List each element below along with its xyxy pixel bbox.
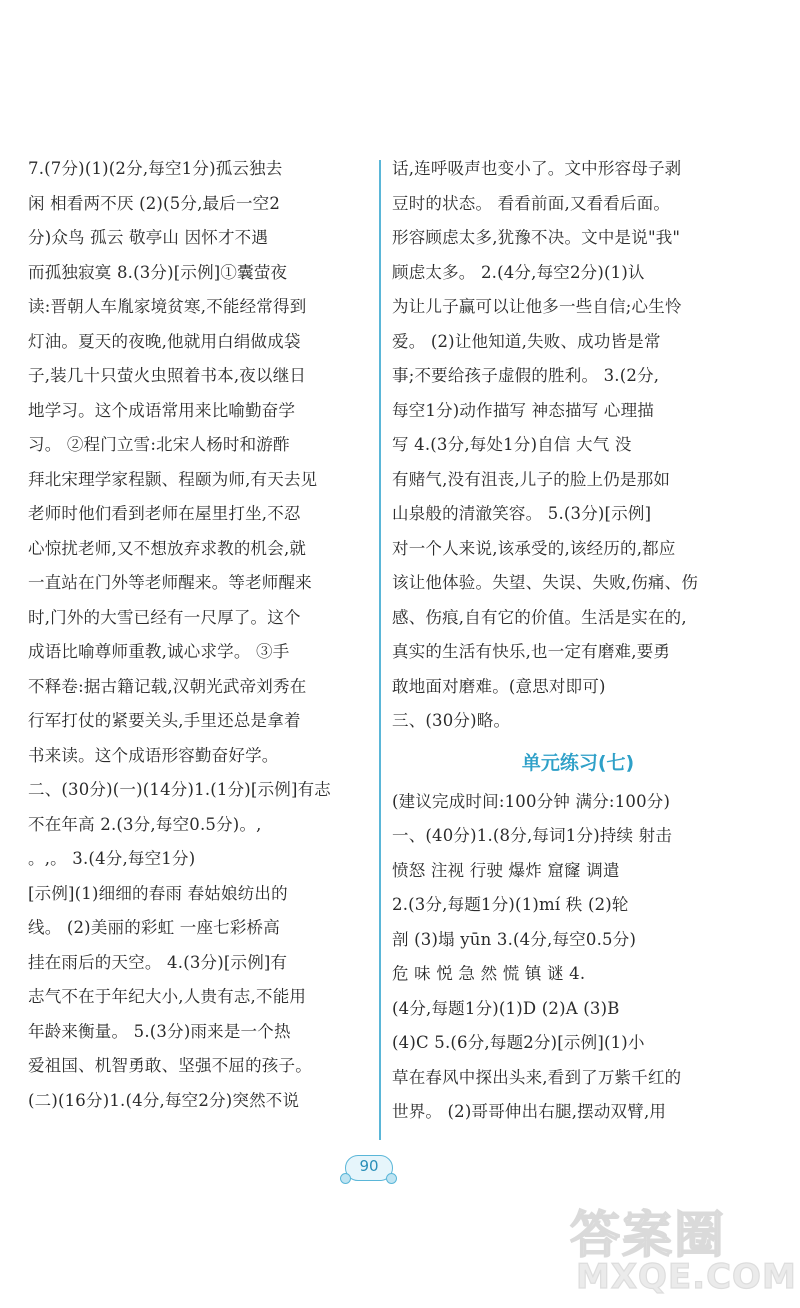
watermark-chinese: 答案圈 <box>570 1206 726 1264</box>
text-line: 成语比喻尊师重教,诚心求学。 ③手 <box>28 642 290 661</box>
text-line: 时,门外的大雪已经有一尺厚了。这个 <box>28 607 301 627</box>
left-column <box>28 152 368 1118</box>
text-line: 行军打仗的紧要关头,手里还总是拿着 <box>28 711 301 730</box>
text-line: 形容顾虑太多,犹豫不决。文中是说"我" <box>392 228 681 247</box>
text-line: 一、(40分)1.(8分,每词1分)持续 射击 <box>392 826 673 845</box>
text-line: 豆时的状态。 看看前面,又看看后面。 <box>392 193 671 213</box>
text-line: 爱祖国、机智勇敢、坚强不屈的孩子。 <box>28 1056 312 1075</box>
text-line: 灯油。夏天的夜晚,他就用白绢做成袋 <box>28 331 301 351</box>
text-line: 习。 ②程门立雪:北宋人杨时和游酢 <box>28 435 290 454</box>
text-line: (二)(16分)1.(4分,每空2分)突然不说 <box>28 1090 300 1110</box>
text-line: 山泉般的清澈笑容。 5.(3分)[示例] <box>392 504 652 523</box>
watermark-logo <box>570 1195 795 1300</box>
text-line: 对一个人来说,该承受的,该经历的,都应 <box>392 538 676 558</box>
text-line: 有赌气,没有沮丧,儿子的脸上仍是那如 <box>392 469 671 489</box>
text-line: [示例](1)细细的春雨 春姑娘纺出的 <box>28 883 288 903</box>
watermark-domain: MXQE.COM <box>576 1257 797 1297</box>
text-line: (4分,每题1分)(1)D (2)A (3)B <box>392 998 620 1018</box>
text-line: 敢地面对磨难。(意思对即可) <box>392 676 606 696</box>
text-line: 爱。 (2)让他知道,失败、成功皆是常 <box>392 331 661 351</box>
text-line: 志气不在于年纪大小,人贵有志,不能用 <box>28 987 307 1006</box>
text-line: 写 4.(3分,每处1分)自信 大气 没 <box>392 435 632 454</box>
section-title: 单元练习(七) <box>521 751 635 774</box>
page-number: 90 <box>359 1157 379 1175</box>
text-line: 拜北宋理学家程颢、程颐为师,有天去见 <box>28 469 318 489</box>
text-line: 不在年高 2.(3分,每空0.5分)。, <box>28 814 262 834</box>
text-line: 愤怒 注视 行驶 爆炸 窟窿 调遣 <box>392 860 620 880</box>
text-line: 子,装几十只萤火虫照着书本,夜以继日 <box>28 366 307 385</box>
text-line: 真实的生活有快乐,也一定有磨难,要勇 <box>392 642 671 661</box>
right-column <box>392 152 764 1130</box>
text-line: 为让儿子赢可以让他多一些自信;心生怜 <box>392 297 682 316</box>
text-line: 一直站在门外等老师醒来。等老师醒来 <box>28 573 312 592</box>
text-line: 危 味 悦 急 然 慌 镇 谜 4. <box>392 964 586 983</box>
text-line: (4)C 5.(6分,每题2分)[示例](1)小 <box>392 1033 645 1052</box>
text-line: 草在春风中探出头来,看到了万紫千红的 <box>392 1067 682 1087</box>
text-line: 书来读。这个成语形容勤奋好学。 <box>28 745 279 765</box>
text-line: 线。 (2)美丽的彩虹 一座七彩桥高 <box>28 918 280 937</box>
text-line: 三、(30分)略。 <box>392 711 511 730</box>
page-number-badge <box>340 1155 398 1187</box>
text-line: 地学习。这个成语常用来比喻勤奋学 <box>28 400 296 420</box>
text-line: 剖 (3)塌 yūn 3.(4分,每空0.5分) <box>392 929 637 949</box>
text-line: 二、(30分)(一)(14分)1.(1分)[示例]有志 <box>28 780 332 799</box>
text-line: 心惊扰老师,又不想放弃求教的机会,就 <box>28 538 307 558</box>
text-line: 2.(3分,每题1分)(1)mí 秩 (2)轮 <box>392 895 629 914</box>
text-line: 挂在雨后的天空。 4.(3分)[示例]有 <box>28 952 288 972</box>
text-line: 世界。 (2)哥哥伸出右腿,摆动双臂,用 <box>392 1102 667 1121</box>
text-line: 每空1分)动作描写 神态描写 心理描 <box>392 400 655 420</box>
text-line: 话,连呼吸声也变小了。文中形容母子剥 <box>392 159 682 178</box>
text-line: 不释卷:据古籍记载,汉朝光武帝刘秀在 <box>28 676 307 696</box>
text-line: 老师时他们看到老师在屋里打坐,不忍 <box>28 504 301 523</box>
text-line: 闲 相看两不厌 (2)(5分,最后一空2 <box>28 193 281 213</box>
text-line: 分)众鸟 孤云 敬亭山 因怀才不遇 <box>28 228 269 247</box>
text-line: 顾虑太多。 2.(4分,每空2分)(1)认 <box>392 262 645 282</box>
text-line: 年龄来衡量。 5.(3分)雨来是一个热 <box>28 1021 291 1041</box>
text-line: 而孤独寂寞 8.(3分)[示例]①囊萤夜 <box>28 262 288 282</box>
text-line: 感、伤痕,自有它的价值。生活是实在的, <box>392 607 687 627</box>
text-line: 该让他体验。失望、失误、失败,伤痛、伤 <box>392 573 699 592</box>
text-line: 。,。 3.(4分,每空1分) <box>28 849 196 868</box>
text-line: 读:晋朝人车胤家境贫寒,不能经常得到 <box>28 297 307 316</box>
text-line: 7.(7分)(1)(2分,每空1分)孤云独去 <box>28 159 283 178</box>
text-line: 事;不要给孩子虚假的胜利。 3.(2分, <box>392 366 660 385</box>
column-divider <box>379 160 381 1140</box>
text-line: (建议完成时间:100分钟 满分:100分) <box>392 791 671 811</box>
